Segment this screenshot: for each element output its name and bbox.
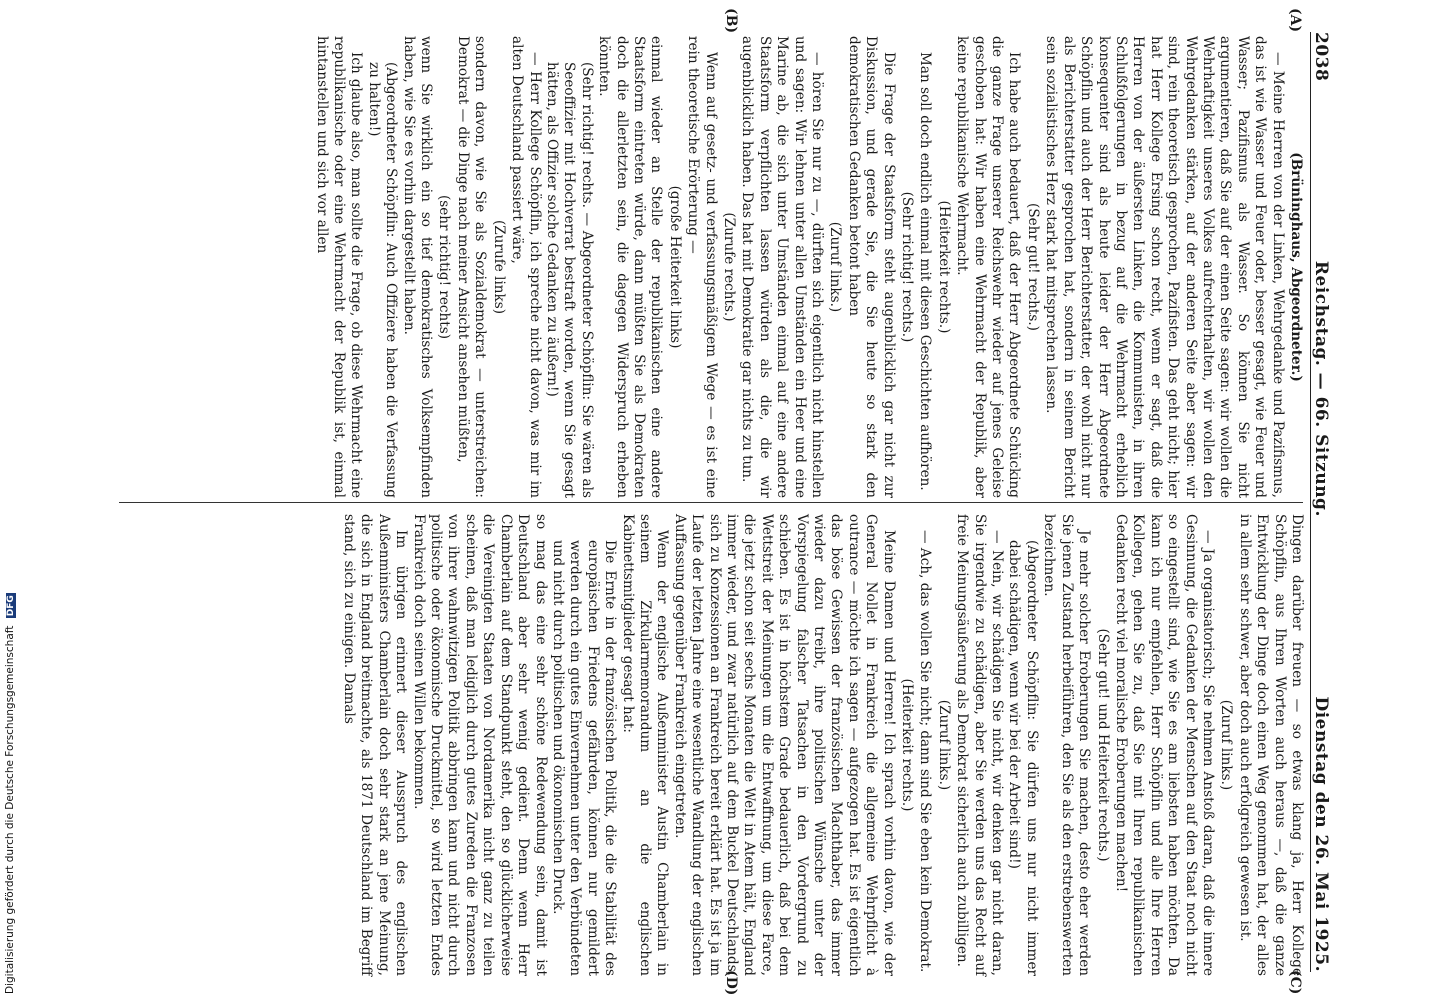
block-quote: Die Ernte in der französischen Politik, die die Stabilität des europäischen Friedens gefährden, können nur gemildert werden durch ein gutes Einvernehmen unter den Verbündeten und nicht durch politischen und ökonomischen Druck. — [549, 540, 619, 976]
paragraph: Ich habe auch bedauert, daß der Herr Abgeordnete Schücking die ganze Frage unserer Reichswehr wieder auf jenes Geleise geschoben hat: Wir haben eine Wehrmacht der Republik, aber keine republikanische Wehrmacht. — [954, 36, 1023, 498]
margin-mark-b: (B) — [723, 8, 739, 34]
paragraph: — Ach, das wollen Sie nicht; dann sind Sie eben kein Demokrat. — [917, 530, 934, 973]
interjection: (Abgeordneter Schöpflin: Auch Offiziere haben die Verfassung zu halten!) — [365, 62, 400, 498]
paragraph: sondern davon, wie Sie als Sozialdemokrat — unterstreichen: Demokrat — die Dinge nach meiner Ansicht ansehen müßten, — [454, 36, 489, 498]
paragraph: Im übrigen erinnert dieser Ausspruch des englischen Außenministers Chamberlain doch sehr stark an jene Meinung, die sich in England breitmachte, als 1871 Deutschland im Begriff stand, sich zu einigen. Damals — [341, 514, 410, 976]
paragraph: — Nein, wir schädigen Sie nicht, wir denken gar nicht daran, Sie irgendwie zu schädigen, aber Sie werden uns das Recht auf freie Meinungsäußerung als Demokrat sicherlich auch zubilligen. — [954, 514, 1006, 976]
paragraph: — Meine Herren von der Linken, Wehrgedanke und Pazifismus, das ist wie Wasser und Feuer oder, besser gesagt, wie Feuer und Wasser; Pazifismus als Wasser. So können Sie nicht argumentieren, daß Sie auf der einen Seite sagen: wir wollen die Wehrhaftigkeit unseres Volkes aufrechterhalten, wir wollen den Wehrgedanken stärken, auf der anderen Seite aber sagen: wir sind, rein theoretisch gesprochen, Pazifisten. Das geht nicht; hier hat Herr Kollege Ersing schon recht, wenn er sagt, daß die Herren von der äußersten Linken, die Kommunisten, in ihren Schlußfolgerungen in bezug auf die Wehrmacht erheblich konsequenter sind als heute leider der Herr Abgeordnete Schöpflin und auch der Herr Berichterstatter, der wohl nicht nur als Berichterstatter gesprochen hat, sondern in seinem Bericht sein sozialistisches Herz stark hat mitsprechen lassen. — [1043, 36, 1286, 498]
paragraph: Meine Damen und Herren! Ich sprach vorhin davon, wie der General Nollet in Frankreich die allgemeine Wehrpflicht à outrance — möchte ich sagen — aufgezogen hat. Es ist eigentlich das böse Gewissen der französischen Machthaber, das immer wieder dazu treibt, ihre politischen Wünsche unter der Vorspiegelung falscher Tatsachen in den Vordergrund zu schieben. Es ist in höchstem Grade bedauerlich, daß bei dem Wettstreit der Meinungen um die Entwaffnung, um diese Farce, die jetzt schon seit sechs Monaten die Welt in Atem hält, England immer wieder, und zwar natürlich auf dem Buckel Deutschlands, sich zu Konzessionen an Frankreich bereit erklärt hat. Es ist ja im Laufe der letzten Jahre eine wesentliche Wandlung der englischen Auffassung gegenüber Frankreich eingetreten. — [671, 514, 897, 976]
funding-text: Digitalisierung gefördert durch die Deutsche Forschungsgemeinschaft — [4, 625, 16, 994]
interjection: (Zuruf links.) — [935, 699, 952, 791]
interjection: (Sehr gut! und Heiterkeit rechts.) — [1094, 628, 1111, 862]
paragraph: Je mehr solcher Eroberungen Sie machen, desto eher werden Sie jenen Zustand herbeiführen, den Sie als den erstrebenswerten bezeichnen. — [1041, 514, 1093, 976]
left-column — [312, 36, 1305, 498]
interjection: (Sehr richtig! rechts. — Abgeordneter Schöpflin: Sie wären als Seeoffizier mit Hochverrat bestraft worden, wenn Sie gesagt hätten, als Offizier solche Gedanken zu äußern!) — [543, 62, 595, 498]
interjection: (große Heiterkeit links) — [666, 185, 683, 349]
page-number: 2038 — [1311, 32, 1331, 82]
funding-notice — [4, 593, 16, 994]
paragraph: Dingen darüber freuen — so etwas klang ja, Herr Kollege Schöpflin, aus Ihren Worten auch heraus —, daß die ganze Entwicklung der Dinge doch einen Weg genommen hat, der alles in allem sehr schwer, aber doch auch erfolgreich gewesen ist. — [1236, 514, 1305, 976]
interjection: (Sehr gut! rechts.) — [1024, 203, 1041, 331]
paragraph: Wenn der englische Außenminister Austin Chamberlain in seinem Zirkularmemorandum an die englischen Kabinettsmitglieder gesagt hat: — [619, 514, 671, 976]
interjection: (Abgeordneter Schöpflin: Sie dürfen uns nur nicht immer dabei schädigen, wenn wir bei der Arbeit sind!) — [1006, 540, 1040, 976]
margin-mark-a: (A) — [1287, 8, 1303, 33]
paragraph: so mag das eine sehr schöne Redewendung sein, damit ist Deutschland aber sehr wenig gedient. Denn wenn Herr Chamberlain auf dem Standpunkt steht, den so glücklicherweise die Vereinigten Staaten von Nordamerika nicht ganz zu teilen scheinen, daß man lediglich durch gutes Zureden die Franzosen von ihrer wahnwitzigen Politik abbringen kann und nicht durch politische oder ökonomische Druckmittel, so wird letzten Endes Frankreich doch seinen Willen bekommen. — [410, 514, 549, 976]
right-column — [340, 514, 1305, 976]
paragraph: Wenn auf gesetz- und verfassungsmäßigem Wege — es ist eine rein theoretische Erörterung — — [685, 36, 719, 498]
paragraph: einmal wieder an Stelle der republikanischen eine andere Staatsform eintreten würde, dann müßten Sie als Demokraten doch die allerletzten sein, die dagegen Widerspruch erheben könnten. — [596, 36, 665, 498]
page-header — [1310, 32, 1337, 972]
interjection: (Heiterkeit rechts.) — [935, 200, 952, 334]
speaker-label: (Brüninghaus, Abgeordneter.) — [1288, 152, 1304, 382]
margin-mark-d: (D) — [723, 970, 739, 996]
paragraph: wenn Sie wirklich ein so tief demokratisches Volksempfinden haben, wie Sie es vorhin dargestellt haben. — [400, 36, 435, 498]
margin-mark-c: (C) — [1287, 970, 1303, 995]
document-page — [117, 8, 1337, 996]
paragraph: — Herr Kollege Schöpflin, ich spreche nicht davon, was mir im alten Deutschland passiert wäre, — [509, 36, 543, 498]
interjection: (Zuruf links.) — [1218, 699, 1235, 791]
interjection: (Zuruf links.) — [827, 221, 844, 313]
paragraph: Die Frage der Staatsform steht augenblicklich gar nicht zur Diskussion, und gerade Sie, die Sie heute so stark den demokratischen Gedanken betont haben — [845, 36, 897, 498]
interjection: (Zurufe rechts.) — [721, 212, 737, 322]
paragraph: — hören Sie nur zu —, dürften sich eigentlich nicht hinstellen und sagen: Wir lehnen unter allen Umständen ein Heer und eine Marine ab, die sich unter Umständen einmal auf eine andere Staatsform verpflichten lassen würden als die, die wir augenblicklich haben. Das hat mit Demokratie gar nichts zu tun. — [739, 36, 826, 498]
interjection: (Zurufe links) — [490, 219, 507, 315]
column-divider — [119, 502, 1303, 503]
funding-footer — [2, 574, 18, 994]
header-title: Reichstag. — 66. Sitzung. — [1311, 260, 1331, 517]
interjection: (Sehr richtig! rechts.) — [899, 191, 916, 343]
paragraph: Man soll doch endlich einmal mit diesen Geschichten aufhören. — [917, 52, 934, 491]
interjection: (Heiterkeit rechts.) — [899, 678, 916, 812]
paragraph: Ich glaube also, man sollte die Frage, ob diese Wehrmacht eine republikanische oder eine Wehrmacht der Republik ist, einmal hintanstellen und sich vor allen — [313, 36, 365, 498]
dfg-logo-icon: DFG — [6, 595, 16, 617]
interjection: (sehr richtig! rechts) — [436, 194, 453, 340]
header-date: Dienstag den 26. Mai 1925. — [1311, 696, 1331, 972]
paragraph: — Ja organisatorisch; Sie nehmen Anstoß daran, daß die innere Gesinnung, die Gedanken der Menschen auf den Staat noch nicht so eingestellt sind, wie Sie es am liebsten haben möchten. Da kann ich nur empfehlen, Herr Schöpflin und alle Ihre Herren Kollegen, gehen Sie zu, daß Sie mit Ihren republikanischen Gedanken recht viel moralische Eroberungen machen! — [1112, 514, 1216, 976]
